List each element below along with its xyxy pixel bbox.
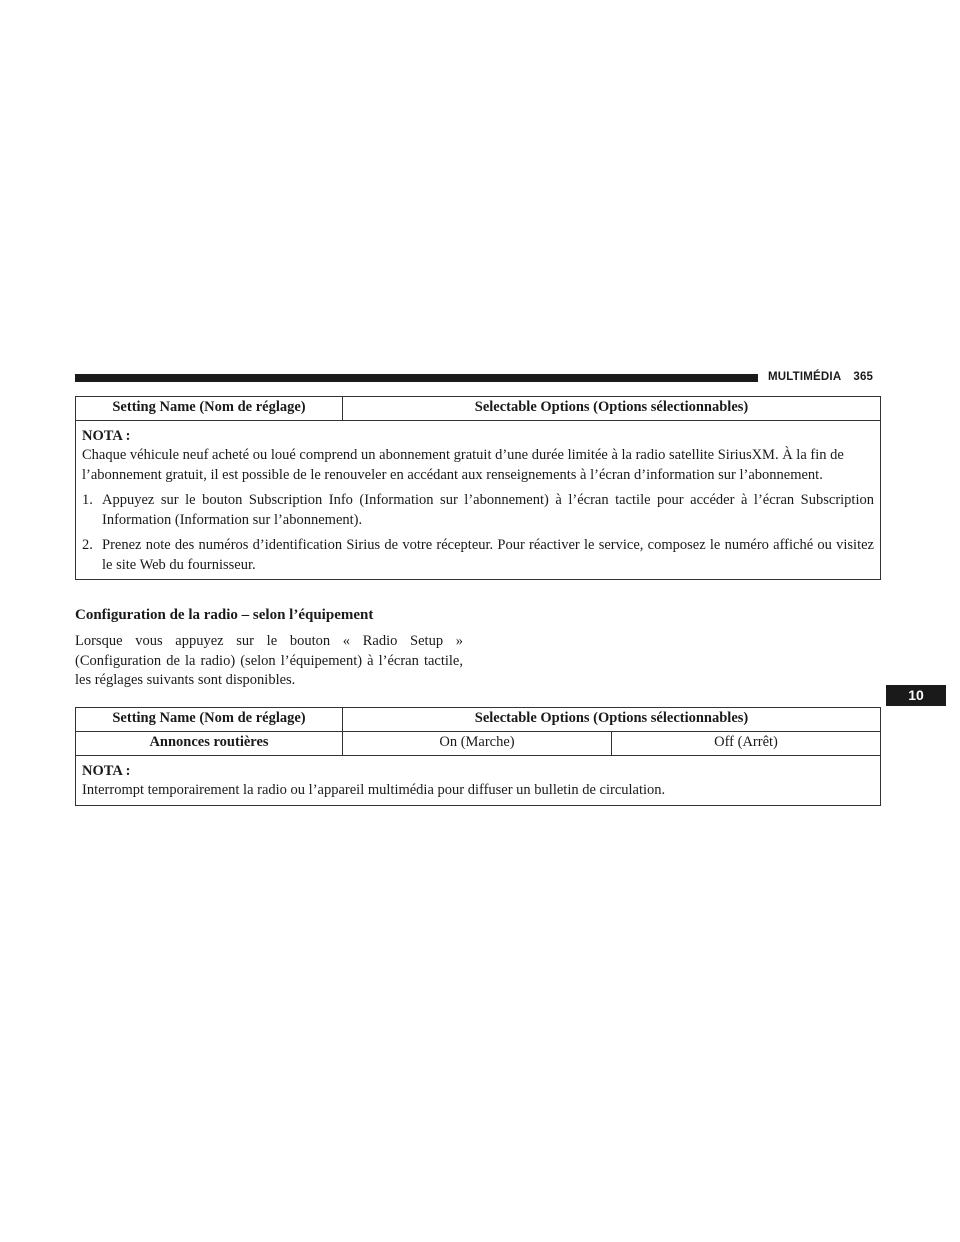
step-number: 2. <box>82 537 93 553</box>
note-text: Chaque véhicule neuf acheté ou loué comprend un abonnement gratuit d’une durée limitée à la radio satellite SiriusXM. À la fin de l’abonnement gratuit, il est possible de le renouveler en accédant aux renseignements à l’écran d’information sur l’abonnement. <box>82 447 844 483</box>
setting-name-cell: Annonces routières <box>76 732 343 756</box>
note-cell <box>76 421 881 580</box>
list-item <box>82 491 874 530</box>
column-header-selectable-options: Selectable Options (Options sélectionnables) <box>343 708 881 732</box>
section-title: MULTIMÉDIA <box>768 371 842 383</box>
steps-list <box>82 491 874 575</box>
table-row <box>76 732 881 756</box>
note-title: NOTA : <box>82 428 131 444</box>
chapter-tab: 10 <box>886 685 946 706</box>
column-header-selectable-options: Selectable Options (Options sélectionnables) <box>343 397 881 421</box>
list-item <box>82 536 874 575</box>
step-number: 1. <box>82 492 93 508</box>
column-header-setting-name: Setting Name (Nom de réglage) <box>76 708 343 732</box>
note-text: Interrompt temporairement la radio ou l’appareil multimédia pour diffuser un bulletin de circulation. <box>82 782 666 798</box>
page-number: 365 <box>853 371 874 383</box>
column-header-setting-name: Setting Name (Nom de réglage) <box>76 397 343 421</box>
running-header <box>768 368 873 386</box>
section-heading: Configuration de la radio – selon l’équipement <box>75 607 374 623</box>
settings-table-radio-setup <box>75 707 881 806</box>
step-text: Appuyez sur le bouton Subscription Info (Information sur l’abonnement) à l’écran tactile pour accéder à l’écran Subscription Information (Information sur l’abonnement). <box>102 492 874 528</box>
option-on-cell: On (Marche) <box>343 732 612 756</box>
settings-table-satellite <box>75 396 881 580</box>
body-paragraph: Lorsque vous appuyez sur le bouton « Radio Setup » (Configuration de la radio) (selon l’équipement) à l’écran tactile, les réglages suivants sont disponibles. <box>75 633 463 688</box>
header-rule <box>75 374 758 382</box>
option-off-cell: Off (Arrêt) <box>612 732 881 756</box>
note-cell <box>76 756 881 806</box>
step-text: Prenez note des numéros d’identification Sirius de votre récepteur. Pour réactiver le service, composez le numéro affiché ou visitez le site Web du fournisseur. <box>102 537 874 573</box>
note-title: NOTA : <box>82 763 131 779</box>
